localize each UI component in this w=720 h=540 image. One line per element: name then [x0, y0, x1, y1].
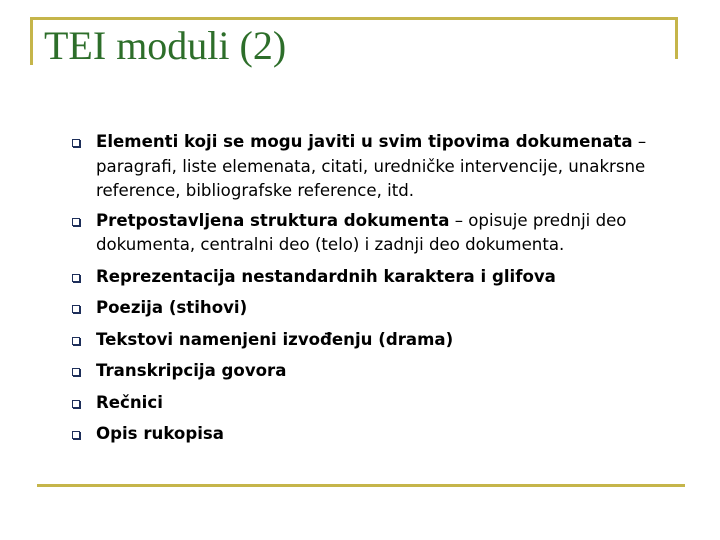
bullet-detail-text: – paragrafi, liste elemenata, citati, uredničke intervencije, unakrsne reference, bibliografske reference, itd.: [96, 132, 647, 200]
bullet-bold-text: Opis rukopisa: [96, 424, 224, 443]
bullet-bold-text: Reprezentacija nestandardnih karaktera i glifova: [96, 266, 556, 286]
bullet-bold-text: Tekstovi namenjeni izvođenju (drama): [96, 329, 454, 349]
frame-line-top: [30, 17, 678, 20]
bullet-bold-text: Pretpostavljena struktura dokumenta: [96, 210, 450, 230]
bullet-item-speech-transcription: [66, 355, 666, 387]
bullet-bold-text: Poezija (stihovi): [96, 298, 248, 317]
bullet-list: [66, 128, 666, 450]
bullet-item-dictionaries: [66, 387, 666, 419]
bullet-item-default-structure: [66, 207, 666, 261]
square-bullet-icon: [72, 218, 80, 226]
frame-line-right: [675, 17, 678, 59]
bullet-item-common-elements: [66, 128, 666, 207]
bullet-detail-text: – opisuje prednji deo dokumenta, centralni deo (telo) i zadnji deo dokumenta.: [96, 210, 627, 254]
bullet-item-poetry: [66, 292, 666, 324]
square-bullet-icon: [72, 139, 80, 147]
square-bullet-icon: [72, 400, 80, 408]
bullet-bold-text: Rečnici: [96, 392, 163, 412]
square-bullet-icon: [72, 337, 80, 345]
slide-title: TEI moduli (2): [44, 23, 287, 68]
frame-line-bottom: [37, 484, 685, 487]
bullet-item-drama: [66, 324, 666, 356]
frame-line-left: [30, 17, 33, 65]
square-bullet-icon: [72, 431, 80, 439]
bullet-bold-text: Elementi koji se mogu javiti u svim tipovima dokumenata: [96, 132, 633, 151]
bullet-item-manuscript-description: [66, 418, 666, 450]
square-bullet-icon: [72, 368, 80, 376]
bullet-bold-text: Transkripcija govora: [96, 361, 287, 380]
bullet-item-nonstandard-characters: [66, 261, 666, 293]
square-bullet-icon: [72, 305, 80, 313]
square-bullet-icon: [72, 274, 80, 282]
